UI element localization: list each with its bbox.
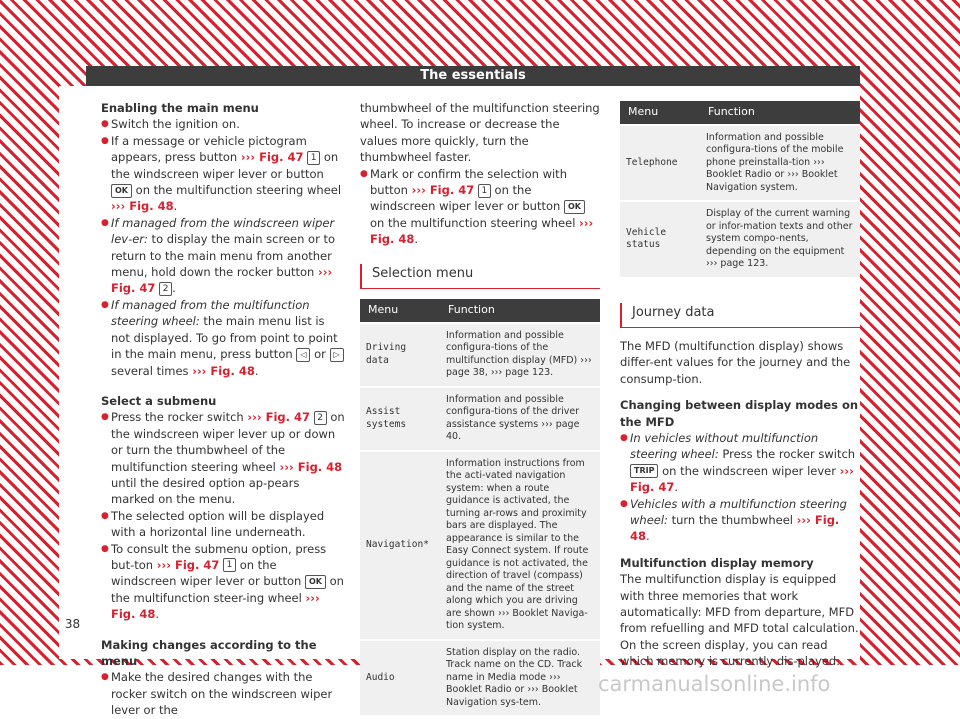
text: If a message or vehicle pictogram appears, press button (111, 133, 307, 165)
text: to display the main screen or to return to the main menu from another menu, hold down the rocker button (111, 232, 336, 280)
text: on the multifunction steering wheel (132, 183, 342, 198)
fig-link[interactable]: ››› Fig. 48 (630, 512, 840, 544)
column-1 (101, 100, 345, 719)
chapter-header: The essentials (86, 66, 860, 86)
page-number: 38 (64, 617, 81, 631)
text: on the windscreen wiper lever (658, 463, 840, 478)
fig-link[interactable]: ››› Fig. 47 (411, 183, 475, 198)
fig-link[interactable]: ››› Fig. 47 (111, 265, 333, 296)
bullet (101, 508, 345, 541)
function-cell: Information and possible configura-tions of the multifunction display (MFD) ››› page 38, ››› page 123. (440, 323, 600, 387)
menu-cell: Driving data (360, 323, 440, 387)
text: several times (111, 363, 193, 378)
paragraph: The MFD (multifunction display) shows differ-ent values for the journey and the consump-tion. (620, 338, 851, 386)
heading-submenu: Select a submenu (101, 393, 217, 408)
col-header-function: Function (440, 299, 600, 323)
heading-display-modes: Changing between display modes on the MFD (620, 398, 859, 429)
text: on the windscreen wiper lever up or down or turn the thumbwheel of the multifunction steering wheel (111, 410, 345, 474)
callout-number: 1 (478, 184, 491, 198)
text: Press the rocker switch (111, 410, 248, 425)
bullet (620, 430, 860, 496)
function-cell: Station display on the radio. Track name on the CD. Track name in Media mode ››› Booklet Radio or ››› Booklet Navigation sys-tem. (440, 640, 600, 716)
table-row (620, 125, 860, 202)
ok-key-icon: OK (305, 575, 326, 589)
text: on the windscreen wiper lever or button (111, 557, 305, 589)
bullet (101, 409, 345, 507)
callout-number: 2 (314, 411, 327, 425)
fig-link[interactable]: ››› Fig. 48 (370, 215, 594, 247)
table-row (360, 451, 600, 640)
bullet (101, 215, 345, 297)
bullet (101, 116, 345, 132)
selection-menu-table (360, 299, 600, 715)
table-row (360, 640, 600, 716)
column-2 (360, 100, 600, 715)
fig-link[interactable]: ››› Fig. 47 (240, 150, 304, 165)
callout-number: 1 (307, 151, 320, 165)
column-3 (620, 101, 860, 670)
fig-link[interactable]: ››› Fig. 48 (111, 590, 320, 622)
section-title-journey-data: Journey data (620, 303, 860, 328)
text: If managed from the multifunction steering wheel: (111, 297, 310, 329)
fig-link[interactable]: ››› Fig. 48 (192, 363, 255, 378)
text: . (173, 199, 178, 214)
right-arrow-key-icon: ▷ (330, 348, 344, 362)
callout-number: 1 (223, 558, 236, 572)
text: until the desired option ap-pears marked on the menu. (111, 475, 300, 507)
function-cell: Information and possible configura-tions of the mobile phone preinstalla-tion ››› Booklet Radio or ››› Booklet Navigation system. (700, 125, 860, 202)
text: . (414, 232, 419, 247)
text: or (310, 347, 330, 362)
text: on the windscreen wiper lever or button (111, 150, 339, 181)
table-header-row (620, 101, 860, 125)
table-header-row (360, 299, 600, 323)
menu-cell: Audio (360, 640, 440, 716)
text: If managed from the windscreen wiper lev-er: (111, 215, 335, 247)
menu-cell: Assist systems (360, 387, 440, 451)
ok-key-icon: OK (111, 184, 132, 198)
bullet (620, 496, 860, 545)
col-header-menu: Menu (620, 101, 700, 125)
text: . (172, 281, 176, 296)
bullet (101, 297, 345, 379)
left-arrow-key-icon: ◁ (296, 348, 310, 362)
function-cell: Information instructions from the acti-vated navigation system: when a route guidance is activated, the turning ar-rows and proximity bars are displayed. The appearance is similar to the Easy Connect system. If route guidance is not activated, the direction of travel (compass) and the name of the street along which you are driving are shown ››› Booklet Naviga-tion system. (440, 451, 600, 640)
text: on the windscreen wiper lever or button (370, 183, 564, 214)
bullet (360, 166, 600, 248)
text: . (155, 607, 160, 622)
fig-link[interactable]: ››› Fig. 47 (247, 410, 311, 425)
watermark: carmanualsonline.info (598, 672, 831, 696)
table-row (360, 387, 600, 451)
text: Mark or confirm the selection with button (370, 166, 567, 198)
text: on the multifunction steering wheel (370, 215, 580, 230)
text: the main menu list is not displayed. To go from point to point in the main menu, press button (111, 314, 338, 362)
fig-link[interactable]: ››› Fig. 48 (111, 199, 174, 214)
section-title-selection-menu: Selection menu (360, 264, 600, 289)
table-row (360, 323, 600, 387)
paragraph: thumbwheel of the multifunction steering wheel. To increase or decrease the values more quickly, turn the thumbwheel faster. (360, 101, 600, 165)
col-header-menu: Menu (360, 299, 440, 323)
text: Press the rocker switch (718, 447, 856, 462)
fig-link[interactable]: ››› Fig. 47 (630, 463, 854, 495)
text: Switch the ignition on. (111, 117, 240, 132)
function-cell: Information and possible configura-tions of the driver assistance systems ››› page 40. (440, 387, 600, 451)
text: Vehicles with a multifunction steering wheel: (630, 496, 847, 527)
fig-link[interactable]: ››› Fig. 47 (156, 557, 220, 572)
heading-making-changes: Making changes according to the menu (101, 637, 317, 668)
text: turn the thumbwheel (667, 512, 797, 527)
text: . (674, 480, 679, 495)
text: . (254, 363, 259, 378)
bullet (101, 541, 345, 623)
function-cell: Display of the current warning or infor-mation texts and other system compo-nents, depending on the equipment ››› page 123. (700, 201, 860, 277)
menu-cell: Navigation* (360, 451, 440, 640)
trip-key-icon: TRIP (630, 464, 658, 478)
heading-display-memory: Multifunction display memory (620, 555, 814, 570)
menu-cell: Telephone (620, 125, 700, 202)
text: on the multifunction steer-ing wheel (111, 574, 344, 605)
ok-key-icon: OK (564, 200, 585, 214)
text: In vehicles without multifunction steering wheel: (630, 430, 819, 462)
bullet (101, 669, 345, 718)
callout-number: 2 (159, 282, 172, 296)
text: The selected option will be displayed with a horizontal line underneath. (111, 508, 325, 540)
heading-enable-menu: Enabling the main menu (101, 101, 259, 115)
text: . (646, 529, 650, 544)
paragraph: The multifunction display is equipped with three memories that work automatically: MFD from departure, MFD from refuelling and MFD total calculation. On the screen display, you can read which memory is currently dis-played. (620, 572, 859, 669)
col-header-function: Function (700, 101, 860, 125)
bullet (101, 133, 345, 215)
selection-menu-table-continued (620, 101, 860, 277)
text: To consult the submenu option, press but-ton (111, 541, 327, 572)
page-margin (59, 86, 86, 659)
table-row (620, 201, 860, 277)
text: Make the desired changes with the rocker switch on the windscreen wiper lever or the (111, 670, 333, 718)
fig-link[interactable]: ››› Fig. 48 (279, 459, 343, 474)
menu-cell: Vehicle status (620, 201, 700, 277)
